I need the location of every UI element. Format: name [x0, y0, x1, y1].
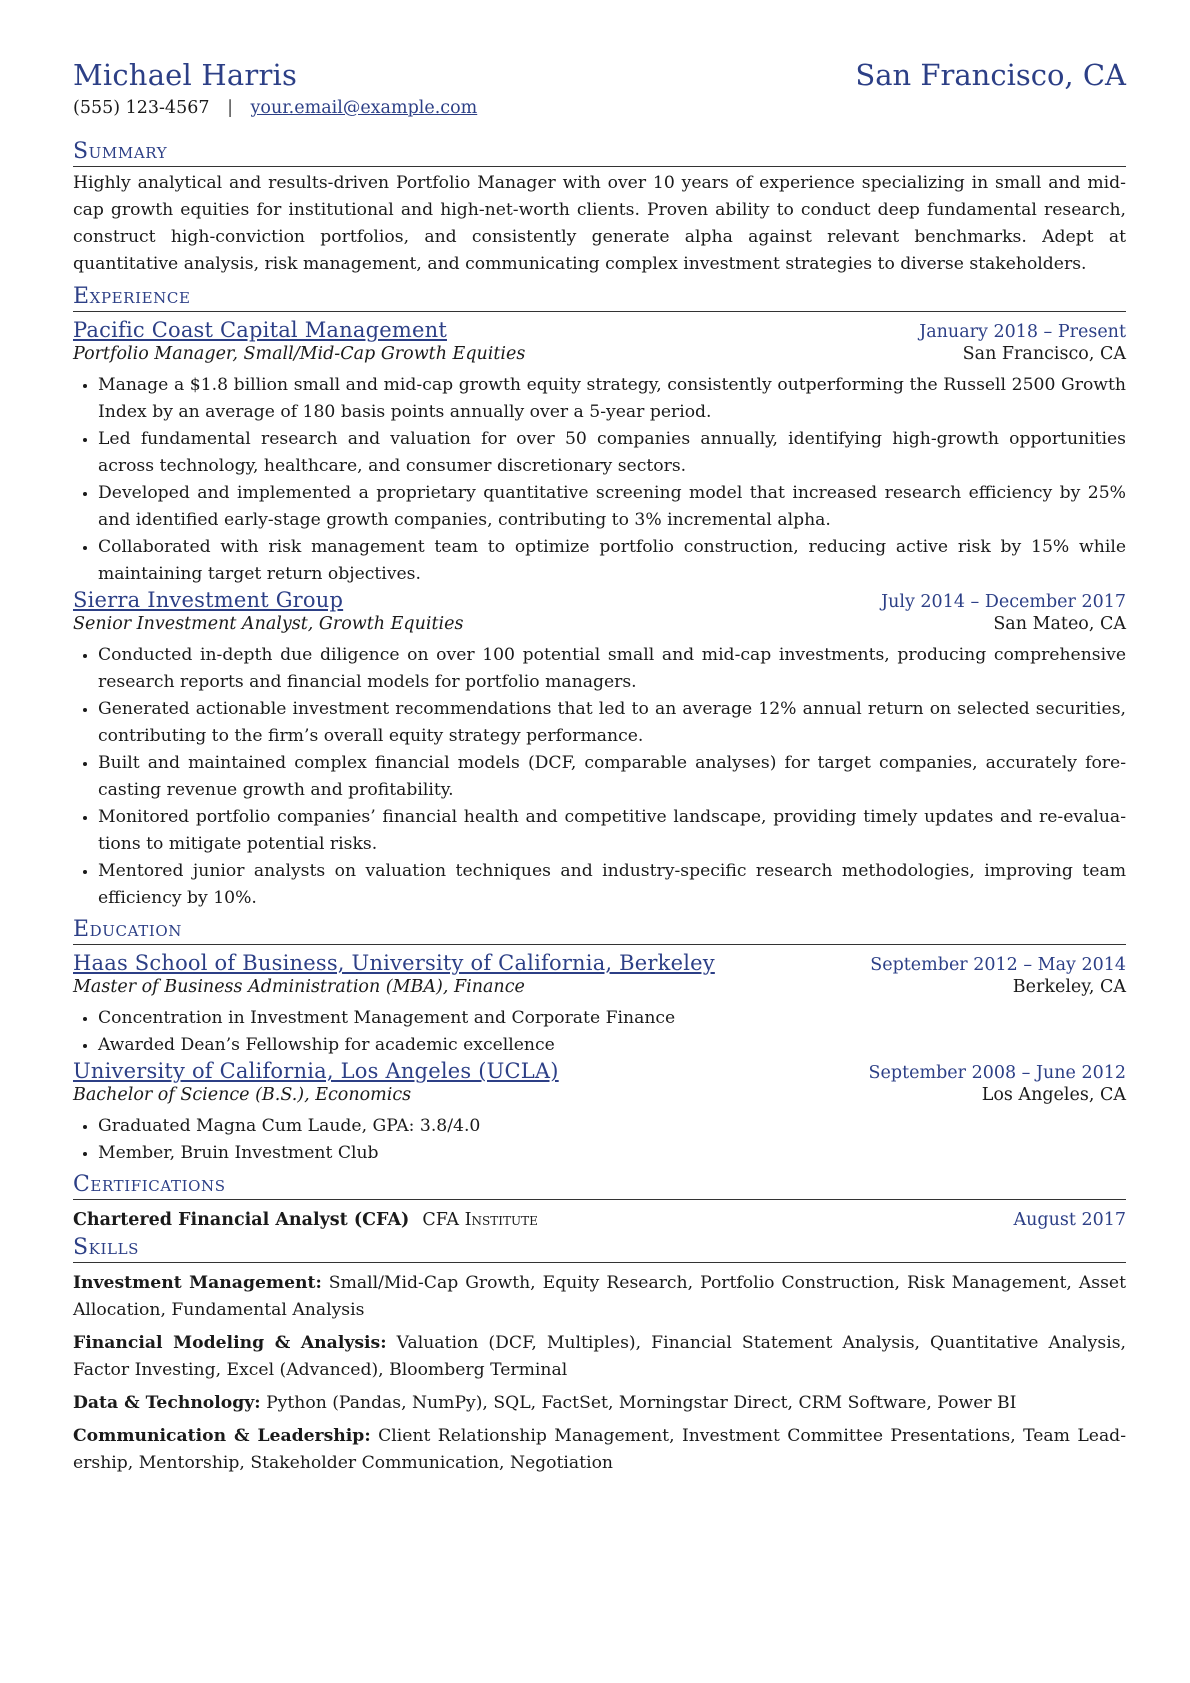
summary-text: Highly analytical and results-driven Portfolio Manager with over 10 years of experience specializing in small and mid-cap growth equities for institutional and high-net-worth clients. Proven ability to conduct deep fundamental research, construct high-conviction portfolios, and consistently generate alpha against relevant benchmarks. Adept at quantitative analysis, risk management, and communicating complex investment strategies to diverse stakeholders. [73, 173, 1126, 274]
degree: Bachelor of Science (B.S.), Economics [73, 1085, 412, 1105]
degree: Master of Business Administration (MBA), Finance [73, 977, 525, 997]
bullet-item: • Concentration in Investment Management and Corporate Finance [98, 1005, 1126, 1032]
candidate-name: Michael Harris [73, 58, 298, 92]
employer-link[interactable]: Sierra Investment Group [73, 588, 344, 612]
bullet-item: • Conducted in-depth due diligence on over 100 potential small and mid-cap investments, producing comprehensive research reports and financial models for portfolio managers. [98, 642, 1126, 696]
skill-label: Financial Modeling & Analysis: [73, 1333, 387, 1353]
bullet-item: • Graduated Magna Cum Laude, GPA: 3.8/4.0 [98, 1113, 1126, 1140]
skill-value: Valuation (DCF, Multiples), Financial Statement Analysis, Quantitative Analysis, Factor Investing, Excel (Advanced), Bloomberg Terminal [73, 1333, 1126, 1380]
certification-issuer: CFA Institute [422, 1210, 538, 1230]
bullet-item: • Monitored portfolio companies’ financial health and competitive landscape, providing timely updates and re-evaluations to mitigate potential risks. [98, 804, 1126, 858]
bullet-item: • Member, Bruin Investment Club [98, 1140, 1126, 1167]
resume-header [73, 58, 1126, 92]
job-title: Portfolio Manager, Small/Mid-Cap Growth Equities [73, 344, 526, 364]
job-title: Senior Investment Analyst, Growth Equities [73, 614, 464, 634]
skill-value: Python (Pandas, NumPy), SQL, FactSet, Morningstar Direct, CRM Software, Power BI [266, 1393, 1017, 1413]
section-title-skills: Skills [73, 1234, 1126, 1263]
certification-entry [73, 1210, 1126, 1230]
resume-page [73, 58, 1126, 1477]
bullet-item: • Built and maintained complex financial models (DCF, comparable analyses) for target companies, accurately forecasting revenue growth and profitability. [98, 750, 1126, 804]
section-title-summary: Summary [73, 138, 1126, 167]
bullet-item: • Developed and implemented a proprietary quantitative screening model that increased research efficiency by 25% and identified early-stage growth companies, contributing to 3% incremental alpha. [98, 480, 1126, 534]
section-title-education: Education [73, 916, 1126, 945]
contact-separator: | [227, 98, 233, 118]
education-entry [73, 951, 1126, 1059]
job-location: San Mateo, CA [993, 614, 1126, 634]
phone-number: (555) 123-4567 [73, 98, 210, 118]
bullet-item: • Mentored junior analysts on valuation techniques and industry-specific research methodologies, improving team efficiency by 10%. [98, 858, 1126, 912]
experience-bullets [73, 372, 1126, 588]
certification-name: Chartered Financial Analyst (CFA) [73, 1210, 410, 1230]
employment-dates: January 2018 – Present [919, 322, 1126, 342]
education-bullets [73, 1005, 1126, 1059]
education-bullets [73, 1113, 1126, 1167]
employer-link[interactable]: Pacific Coast Capital Management [73, 318, 447, 342]
bullet-item: • Awarded Dean’s Fellowship for academic excellence [98, 1032, 1126, 1059]
bullet-item: • Collaborated with risk management team to optimize portfolio construction, reducing active risk by 15% while maintaining target return objectives. [98, 534, 1126, 588]
experience-entry [73, 588, 1126, 912]
bullet-item: • Generated actionable investment recommendations that led to an average 12% annual return on selected securities, contributing to the firm’s overall equity strategy performance. [98, 696, 1126, 750]
education-entry [73, 1059, 1126, 1167]
experience-entry [73, 318, 1126, 588]
school-location: Berkeley, CA [1012, 977, 1126, 997]
bullet-item: • Led fundamental research and valuation for over 50 companies annually, identifying high-growth opportunities across technology, healthcare, and consumer discretionary sectors. [98, 426, 1126, 480]
candidate-location: San Francisco, CA [855, 58, 1126, 92]
email-link[interactable]: your.email@example.com [250, 98, 478, 118]
skill-label: Communication & Leadership: [73, 1426, 371, 1446]
skill-group [73, 1330, 1126, 1384]
skill-group [73, 1390, 1126, 1417]
skill-value: Client Relationship Management, Investment Committee Presentations, Team Leadership, Mentorship, Stakeholder Communication, Negotiation [73, 1426, 1127, 1473]
job-location: San Francisco, CA [962, 344, 1126, 364]
school-link[interactable]: Haas School of Business, University of California, Berkeley [73, 951, 715, 975]
school-link[interactable]: University of California, Los Angeles (UCLA) [73, 1059, 559, 1083]
contact-line [73, 98, 1126, 118]
skill-group [73, 1423, 1126, 1477]
section-title-experience: Experience [73, 283, 1126, 312]
skill-value: Small/Mid-Cap Growth, Equity Research, Portfolio Construction, Risk Management, Asset Allocation, Fundamental Analysis [73, 1273, 1126, 1320]
skill-label: Data & Technology: [73, 1393, 261, 1413]
education-dates: September 2008 – June 2012 [868, 1063, 1126, 1083]
education-dates: September 2012 – May 2014 [870, 955, 1126, 975]
school-location: Los Angeles, CA [981, 1085, 1126, 1105]
skill-label: Investment Management: [73, 1273, 322, 1293]
section-title-certifications: Certifications [73, 1171, 1126, 1200]
skill-group [73, 1270, 1126, 1324]
bullet-item: • Manage a $1.8 billion small and mid-cap growth equity strategy, consistently outperforming the Russell 2500 Growth Index by an average of 180 basis points annually over a 5-year period. [98, 372, 1126, 426]
certification-date: August 2017 [1013, 1210, 1126, 1230]
employment-dates: July 2014 – December 2017 [881, 592, 1126, 612]
experience-bullets [73, 642, 1126, 912]
